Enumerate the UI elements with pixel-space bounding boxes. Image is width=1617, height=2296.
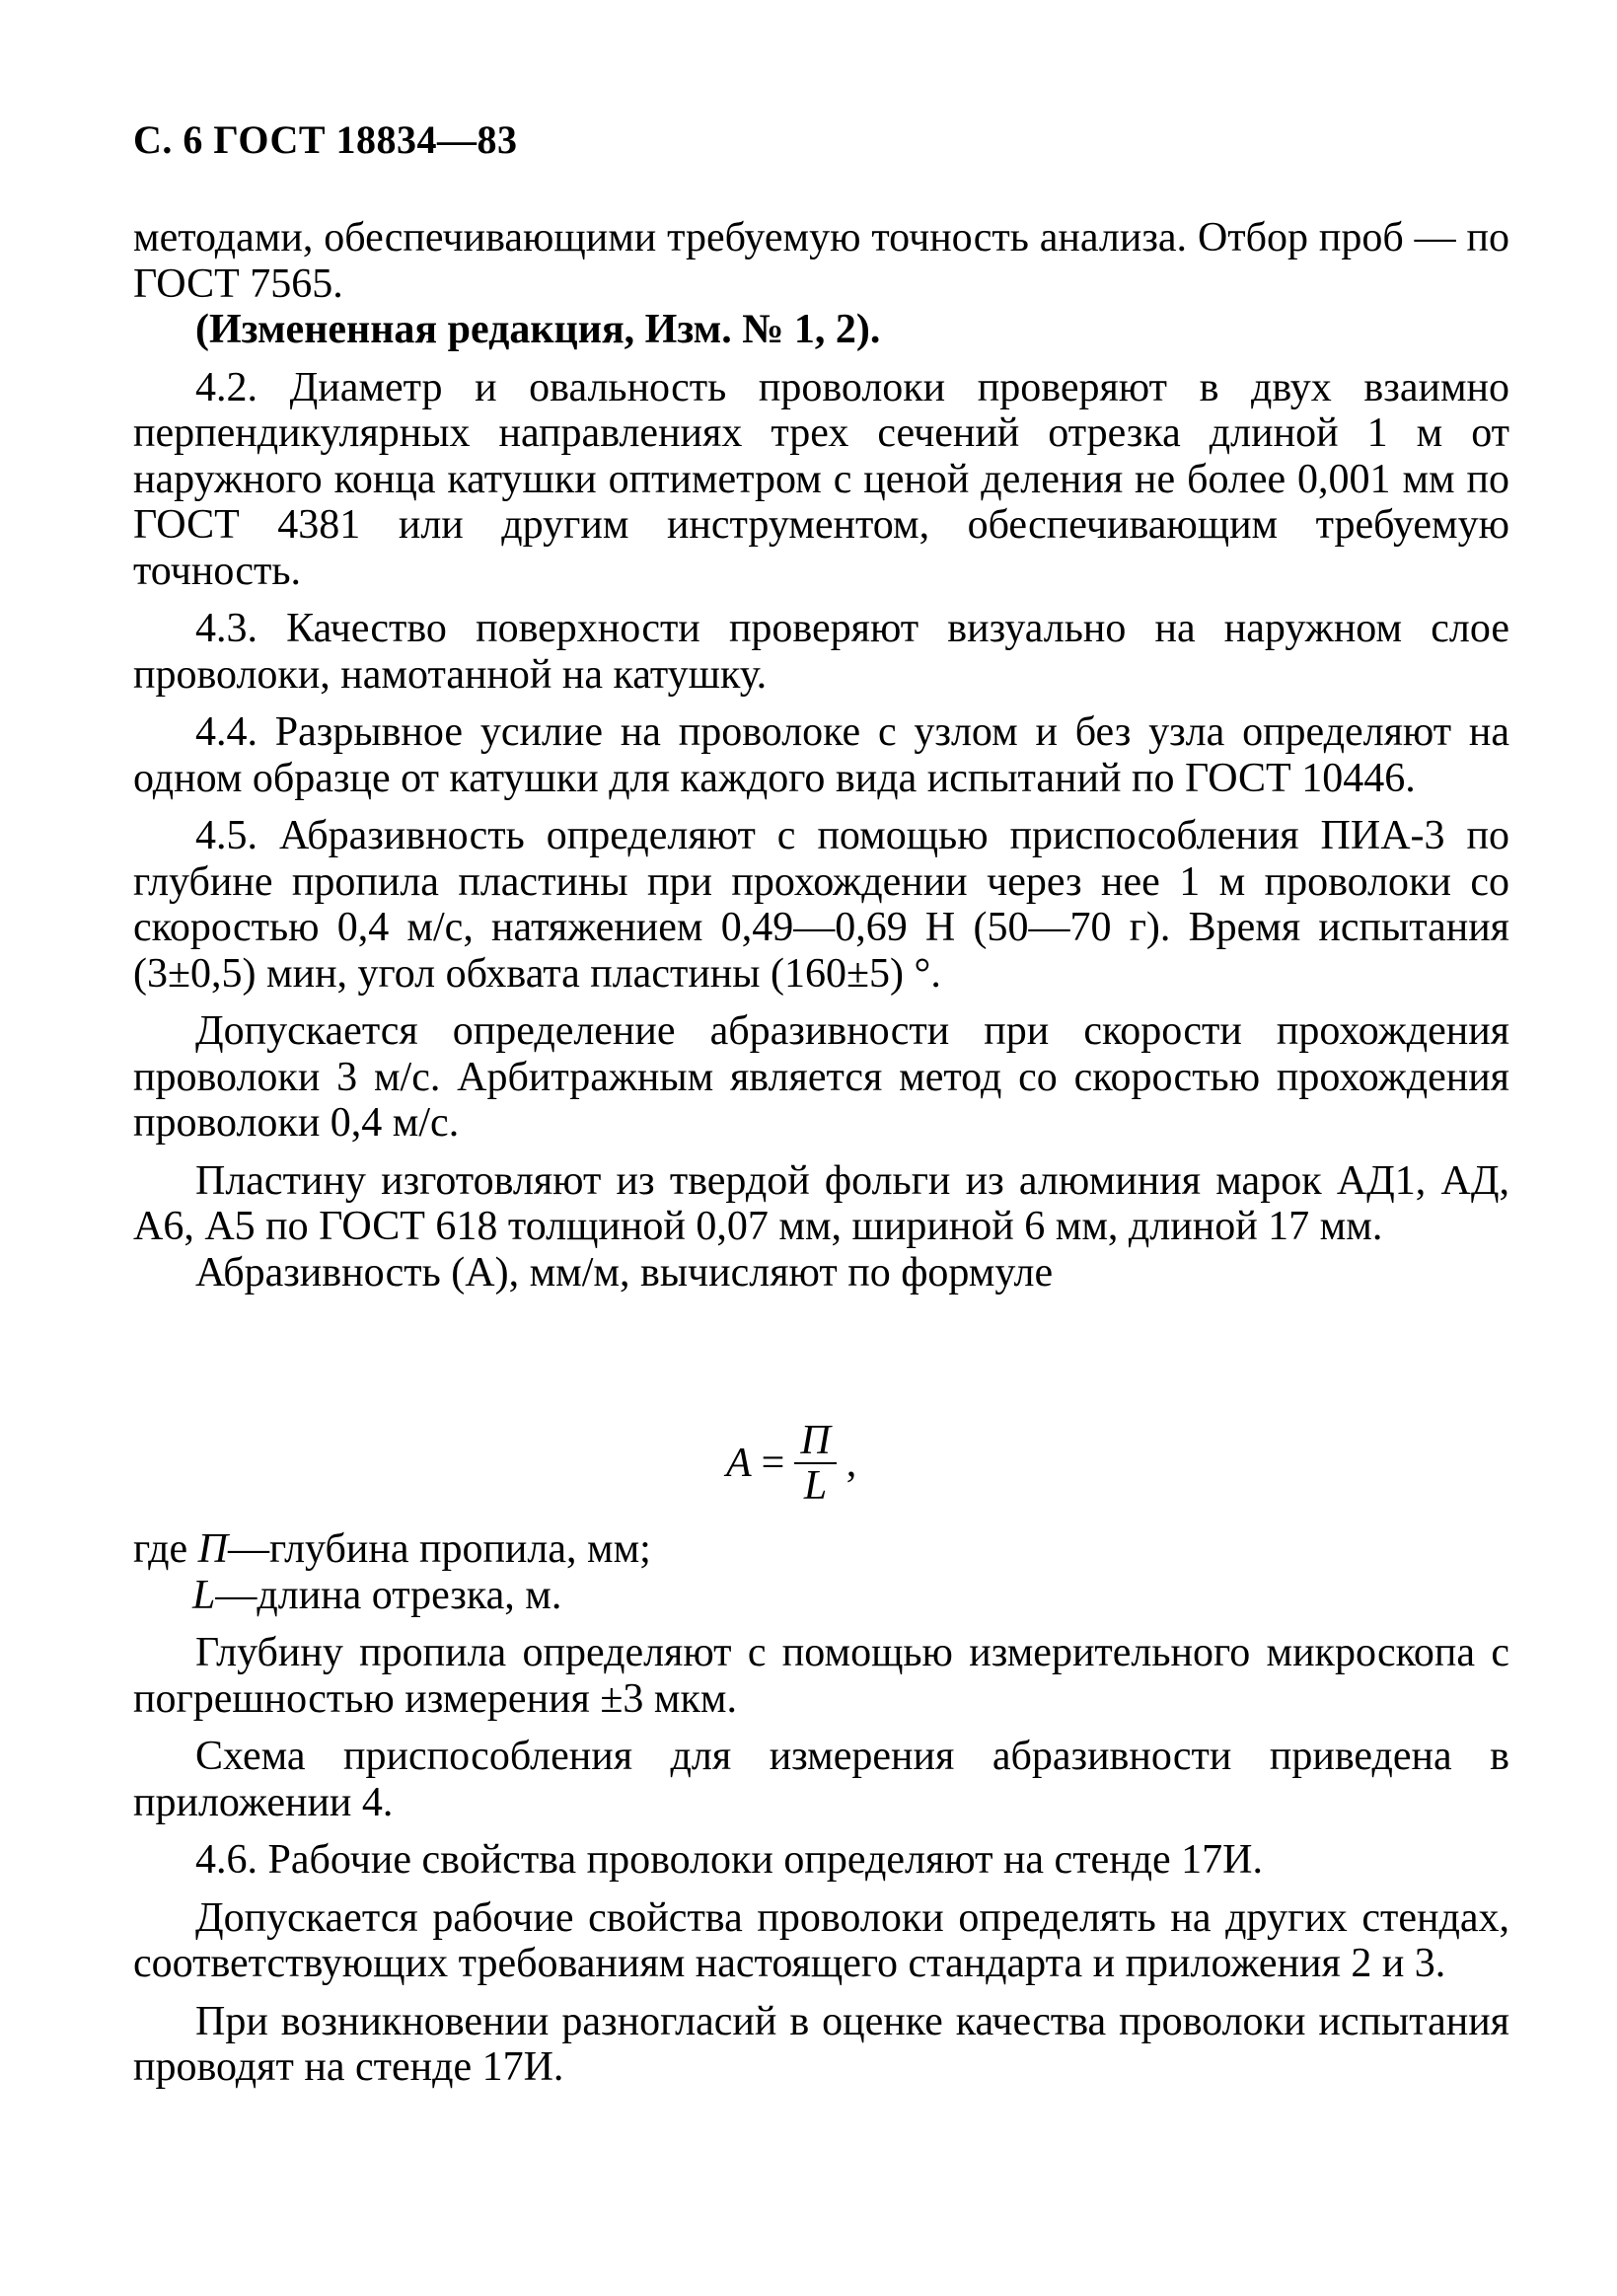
formula-lhs: A	[726, 1441, 752, 1486]
page-header: С. 6 ГОСТ 18834—83	[133, 117, 518, 162]
paragraph: методами, обеспечивающими требуемую точность анализа. Отбор проб — по ГОСТ 7565.	[133, 215, 1509, 307]
formula-numerator: П	[794, 1419, 836, 1464]
paragraph: Допускается рабочие свойства проволоки определять на других стендах, соответствующих требованиям настоящего стандарта и приложения 2 и 3.	[133, 1894, 1509, 1986]
paragraph: Глубину пропила определяют с помощью измерительного микроскопа с погрешностью измерения ±3 мкм.	[133, 1630, 1509, 1722]
paragraph: Пластину изготовляют из твердой фольги из алюминия марок АД1, АД, А6, А5 по ГОСТ 618 толщиной 0,07 мм, шириной 6 мм, длиной 17 мм.	[133, 1157, 1509, 1249]
where-desc: —глубина пропила, мм;	[228, 1526, 651, 1572]
paragraph-4-4: 4.4. Разрывное усилие на проволоке с узлом и без узла определяют на одном образце от катушки для каждого вида испытаний по ГОСТ 10446.	[133, 709, 1509, 801]
formula-fraction	[794, 1419, 836, 1508]
paragraph: Допускается определение абразивности при скорости прохождения проволоки 3 м/с. Арбитражным является метод со скоростью прохождения проволоки 0,4 м/с.	[133, 1008, 1509, 1146]
where-row	[133, 1526, 1509, 1573]
paragraph-4-6: 4.6. Рабочие свойства проволоки определяют на стенде 17И.	[195, 1837, 1264, 1883]
where-block	[133, 1526, 1509, 1618]
paragraph: Схема приспособления для измерения абразивности приведена в приложении 4.	[133, 1734, 1509, 1825]
where-row	[133, 1573, 1509, 1619]
paragraph-4-2: 4.2. Диаметр и овальность проволоки проверяют в двух взаимно перпендикулярных направлениях трех сечений отрезка длиной 1 м от наружного конца катушки оптиметром с ценой деления не более 0,001 мм по ГОСТ 4381 или другим инструментом, обеспечивающим требуемую точность.	[133, 364, 1509, 594]
body-top	[133, 215, 1509, 1296]
amendment-note: (Измененная редакция, Изм. № 1, 2).	[195, 307, 881, 352]
where-symbol: L	[192, 1572, 216, 1618]
formula-intro: Абразивность (А), мм/м, вычисляют по формуле	[195, 1249, 1054, 1296]
formula-denominator: L	[803, 1463, 828, 1509]
where-desc: —длина отрезка, м.	[215, 1572, 562, 1618]
formula-trail: ,	[845, 1441, 857, 1486]
where-symbol: П	[197, 1526, 228, 1572]
paragraph-4-5: 4.5. Абразивность определяют с помощью приспособления ПИА-3 по глубине пропила пластины при прохождении через нее 1 м проволоки со скоростью 0,4 м/с, натяжением 0,49—0,69 Н (50—70 г). Время испытания (3±0,5) мин, угол обхвата пластины (160±5) °.	[133, 813, 1509, 997]
paragraph-4-3: 4.3. Качество поверхности проверяют визуально на наружном слое проволоки, намотанной на катушку.	[133, 606, 1509, 698]
where-prefix: где	[133, 1526, 188, 1572]
body-bottom	[133, 1630, 1509, 2091]
paragraph: При возникновении разногласий в оценке качества проволоки испытания проводят на стенде 17И.	[133, 1998, 1509, 2090]
formula	[726, 1419, 856, 1508]
formula-equals: =	[761, 1441, 785, 1486]
